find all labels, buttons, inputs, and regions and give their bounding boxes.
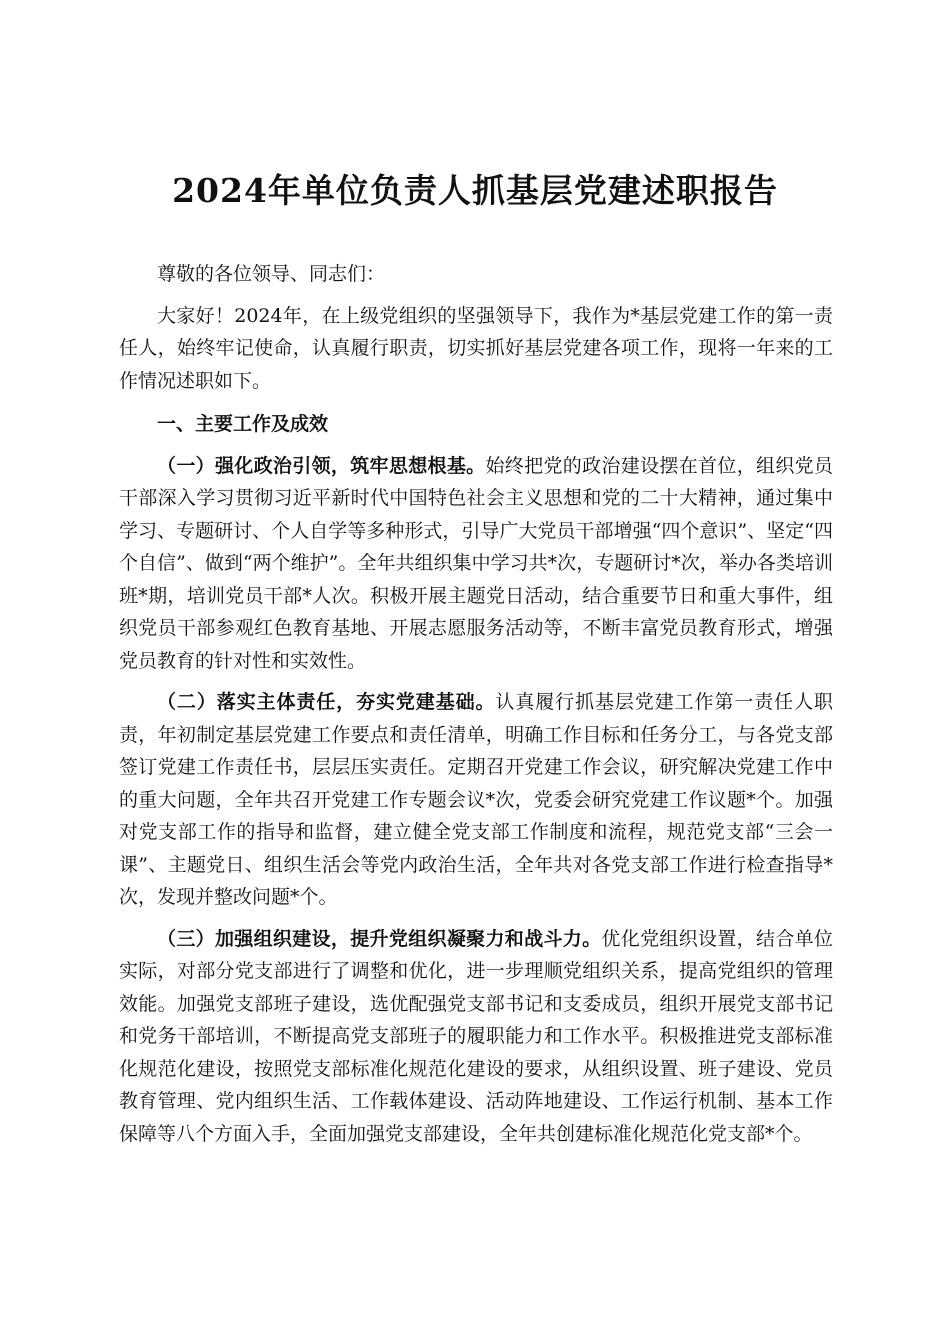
paragraph-text: 优化党组织设置，结合单位实际，对部分党支部进行了调整和优化，进一步理顺党组织关系，提高党组织的管理效能。加强党支部班子建设，选优配强党支部书记和支委成员，组织开展党支部书记和党务干部培训，不断提高党支部班子的履职能力和工作水平。积极推进党支部标准化规范化建设，按照党支部标准化规范化建设的要求，从组织设置、班子建设、党员教育管理、党内组织生活、工作载体建设、活动阵地建设、工作运行机制、基本工作保障等八个方面入手，全面加强党支部建设，全年共创建标准化规范化党支部*个。 — [119, 927, 833, 1145]
paragraph-lead: （一）强化政治引领，筑牢思想根基。 — [157, 454, 486, 477]
paragraph-lead: （三）加强组织建设，提升党组织凝聚力和战斗力。 — [157, 927, 602, 950]
salutation: 尊敬的各位领导、同志们： — [157, 263, 386, 285]
paragraph-item-2 — [119, 686, 833, 914]
paragraph-text: 始终把党的政治建设摆在首位，组织党员干部深入学习贯彻习近平新时代中国特色社会主义思想和党的二十大精神，通过集中学习、专题研讨、个人自学等多种形式，引导广大党员干部增强“四个意识”、坚定“四个自信”、做到“两个维护”。全年共组织集中学习共*次，专题研讨*次，举办各类培训班*期，培训党员干部*人次。积极开展主题党日活动，结合重要节日和重大事件，组织党员干部参观红色教育基地、开展志愿服务活动等，不断丰富党员教育形式，增强党员教育的针对性和实效性。 — [119, 454, 833, 672]
document-title: 2024年单位负责人抓基层党建述职报告 — [172, 171, 778, 210]
paragraph-lead: （二）落实主体责任，夯实党建基础。 — [157, 691, 496, 713]
section-heading: 一、主要工作及成效 — [157, 413, 329, 435]
document-body — [119, 258, 833, 1150]
paragraph-item-3 — [119, 923, 833, 1151]
intro-paragraph: 大家好！2024年，在上级党组织的坚强领导下，我作为*基层党建工作的第一责任人，始终牢记使命，认真履行职责，切实抓好基层党建各项工作，现将一年来的工作情况述职如下。 — [119, 304, 833, 392]
paragraph-item-1 — [119, 450, 833, 678]
paragraph-text: 认真履行抓基层党建工作第一责任人职责，年初制定基层党建工作要点和责任清单，明确工作目标和任务分工，与各党支部签订党建工作责任书，层层压实责任。定期召开党建工作会议，研究解决党建工作中的重大问题，全年共召开党建工作专题会议*次，党委会研究党建工作议题*个。加强对党支部工作的指导和监督，建立健全党支部工作制度和流程，规范党支部“三会一课”、主题党日、组织生活会等党内政治生活，全年共对各党支部工作进行检查指导*次，发现并整改问题*个。 — [119, 691, 833, 908]
